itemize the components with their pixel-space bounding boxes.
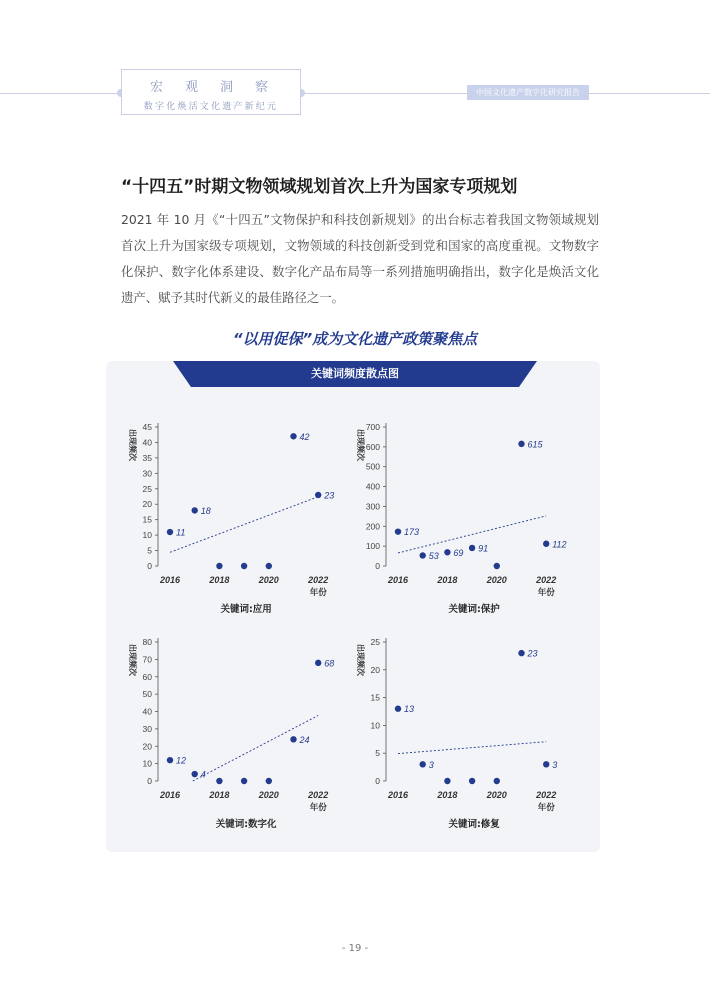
y-axis-label: 出现频次 bbox=[356, 429, 365, 461]
x-tick-label: 2016 bbox=[159, 790, 181, 800]
data-label: 112 bbox=[552, 539, 567, 550]
y-tick-label: 25 bbox=[370, 637, 380, 647]
data-point bbox=[444, 778, 450, 784]
data-label: 68 bbox=[324, 658, 335, 669]
y-tick-label: 80 bbox=[142, 637, 152, 647]
data-label: 13 bbox=[404, 704, 415, 715]
x-unit-label: 年份 bbox=[309, 588, 327, 598]
y-tick-label: 25 bbox=[142, 483, 152, 494]
header-box bbox=[121, 69, 301, 115]
x-tick-label: 2022 bbox=[536, 575, 557, 585]
x-tick-label: 2020 bbox=[486, 575, 507, 585]
header-box-title: 宏观洞察 bbox=[149, 80, 290, 95]
report-tag: 中国文化遗产数字化研究报告 bbox=[467, 85, 589, 100]
x-tick-label: 2018 bbox=[209, 790, 230, 800]
data-label: 3 bbox=[552, 759, 558, 770]
x-unit-label: 年份 bbox=[537, 803, 555, 813]
data-point bbox=[518, 650, 524, 656]
data-point bbox=[290, 433, 296, 439]
y-tick-label: 60 bbox=[142, 671, 152, 682]
y-tick-label: 5 bbox=[375, 748, 380, 759]
trendline bbox=[193, 715, 318, 781]
x-tick-label: 2020 bbox=[486, 790, 507, 800]
data-point bbox=[395, 528, 401, 534]
y-tick-label: 10 bbox=[142, 758, 152, 769]
data-point bbox=[420, 761, 426, 767]
figure-title: “以用促保”成为文化遗产政策聚焦点 bbox=[232, 330, 478, 348]
y-tick-label: 10 bbox=[142, 530, 152, 541]
y-tick-label: 45 bbox=[142, 422, 152, 432]
y-axis-label: 出现频次 bbox=[128, 429, 137, 461]
data-point bbox=[444, 549, 450, 555]
x-tick-label: 2018 bbox=[437, 575, 458, 585]
data-point bbox=[315, 492, 321, 498]
data-point bbox=[266, 563, 272, 569]
scatter-chart-application bbox=[110, 415, 350, 615]
y-tick-label: 30 bbox=[142, 468, 152, 479]
y-axis-label: 出现频次 bbox=[128, 644, 137, 676]
trendline bbox=[398, 742, 546, 754]
y-tick-label: 500 bbox=[365, 461, 380, 472]
y-tick-label: 100 bbox=[365, 541, 380, 552]
x-tick-label: 2018 bbox=[437, 790, 458, 800]
y-tick-label: 0 bbox=[375, 776, 380, 786]
data-point bbox=[266, 778, 272, 784]
page-number: - 19 - bbox=[341, 943, 369, 954]
data-point bbox=[167, 757, 173, 763]
data-label: 4 bbox=[200, 769, 206, 780]
section-paragraph: 2021 年 10 月《“十四五”文物保护和科技创新规划》的出台标志着我国文物领域规划首次上升为国家级专项规划，文物领域的科技创新受到党和国家的高度重视。文物数字化保护、数字化体系建设、数字化产品布局等一系列措施明确指出，数字化是焕活文化遗产、赋予其时代新义的最佳路径之一。 bbox=[121, 212, 599, 305]
data-label: 69 bbox=[453, 547, 464, 558]
data-point bbox=[290, 736, 296, 742]
x-axis-title: 关键词:修复 bbox=[448, 819, 500, 830]
data-label: 23 bbox=[324, 490, 335, 501]
data-label: 91 bbox=[478, 543, 489, 554]
data-point bbox=[518, 441, 524, 447]
trendline bbox=[170, 497, 318, 553]
x-tick-label: 2020 bbox=[258, 575, 279, 585]
x-axis-title: 关键词:应用 bbox=[220, 604, 272, 615]
data-point bbox=[469, 778, 475, 784]
data-label: 23 bbox=[527, 648, 538, 659]
x-tick-label: 2016 bbox=[387, 575, 409, 585]
x-tick-label: 2020 bbox=[258, 790, 279, 800]
y-tick-label: 70 bbox=[142, 654, 152, 665]
header-rule-left bbox=[0, 93, 121, 94]
x-axis-title: 关键词:数字化 bbox=[215, 819, 277, 830]
data-label: 24 bbox=[299, 734, 310, 745]
y-tick-label: 20 bbox=[370, 664, 380, 675]
banner-label: 关键词频度散点图 bbox=[311, 367, 399, 380]
y-tick-label: 0 bbox=[147, 776, 152, 786]
x-tick-label: 2016 bbox=[159, 575, 181, 585]
y-tick-label: 700 bbox=[365, 422, 380, 432]
data-point bbox=[543, 541, 549, 547]
header-box-subtitle: 数字化焕活文化遗产新纪元 bbox=[143, 102, 279, 112]
data-label: 3 bbox=[428, 759, 434, 770]
y-tick-label: 5 bbox=[147, 545, 152, 556]
scatter-chart-protection bbox=[338, 415, 578, 615]
data-point bbox=[469, 545, 475, 551]
scatter-chart-digitization bbox=[110, 630, 350, 830]
y-tick-label: 35 bbox=[142, 452, 152, 463]
data-point bbox=[420, 552, 426, 558]
y-tick-label: 10 bbox=[370, 720, 380, 731]
scatter-chart-restoration bbox=[338, 630, 578, 830]
data-point bbox=[216, 778, 222, 784]
data-point bbox=[167, 529, 173, 535]
data-point bbox=[192, 771, 198, 777]
data-label: 11 bbox=[176, 527, 186, 538]
y-tick-label: 50 bbox=[142, 689, 152, 700]
y-tick-label: 400 bbox=[365, 481, 380, 492]
y-tick-label: 0 bbox=[375, 561, 380, 571]
data-point bbox=[494, 563, 500, 569]
data-label: 42 bbox=[299, 431, 310, 442]
y-tick-label: 40 bbox=[142, 437, 152, 448]
x-tick-label: 2018 bbox=[209, 575, 230, 585]
x-unit-label: 年份 bbox=[537, 588, 555, 598]
y-tick-label: 15 bbox=[142, 514, 152, 525]
x-tick-label: 2022 bbox=[536, 790, 557, 800]
y-tick-label: 600 bbox=[365, 441, 380, 452]
data-label: 12 bbox=[176, 755, 187, 766]
data-label: 615 bbox=[527, 439, 543, 450]
x-unit-label: 年份 bbox=[309, 803, 327, 813]
data-point bbox=[395, 706, 401, 712]
y-tick-label: 300 bbox=[365, 501, 380, 512]
x-axis-title: 关键词:保护 bbox=[448, 604, 500, 615]
y-tick-label: 200 bbox=[365, 521, 380, 532]
data-point bbox=[315, 660, 321, 666]
y-tick-label: 20 bbox=[142, 499, 152, 510]
data-label: 173 bbox=[404, 527, 420, 538]
data-label: 18 bbox=[200, 505, 211, 516]
data-label: 53 bbox=[428, 550, 439, 561]
x-tick-label: 2016 bbox=[387, 790, 409, 800]
y-tick-label: 40 bbox=[142, 706, 152, 717]
y-tick-label: 0 bbox=[147, 561, 152, 571]
data-point bbox=[192, 507, 198, 513]
data-point bbox=[216, 563, 222, 569]
data-point bbox=[241, 778, 247, 784]
y-axis-label: 出现频次 bbox=[356, 644, 365, 676]
section-title: “十四五”时期文物领域规划首次上升为国家专项规划 bbox=[121, 177, 518, 197]
data-point bbox=[543, 761, 549, 767]
data-point bbox=[241, 563, 247, 569]
data-point bbox=[494, 778, 500, 784]
x-tick-label: 2022 bbox=[308, 575, 329, 585]
y-tick-label: 30 bbox=[142, 723, 152, 734]
y-tick-label: 15 bbox=[370, 692, 380, 703]
x-tick-label: 2022 bbox=[308, 790, 329, 800]
y-tick-label: 20 bbox=[142, 741, 152, 752]
